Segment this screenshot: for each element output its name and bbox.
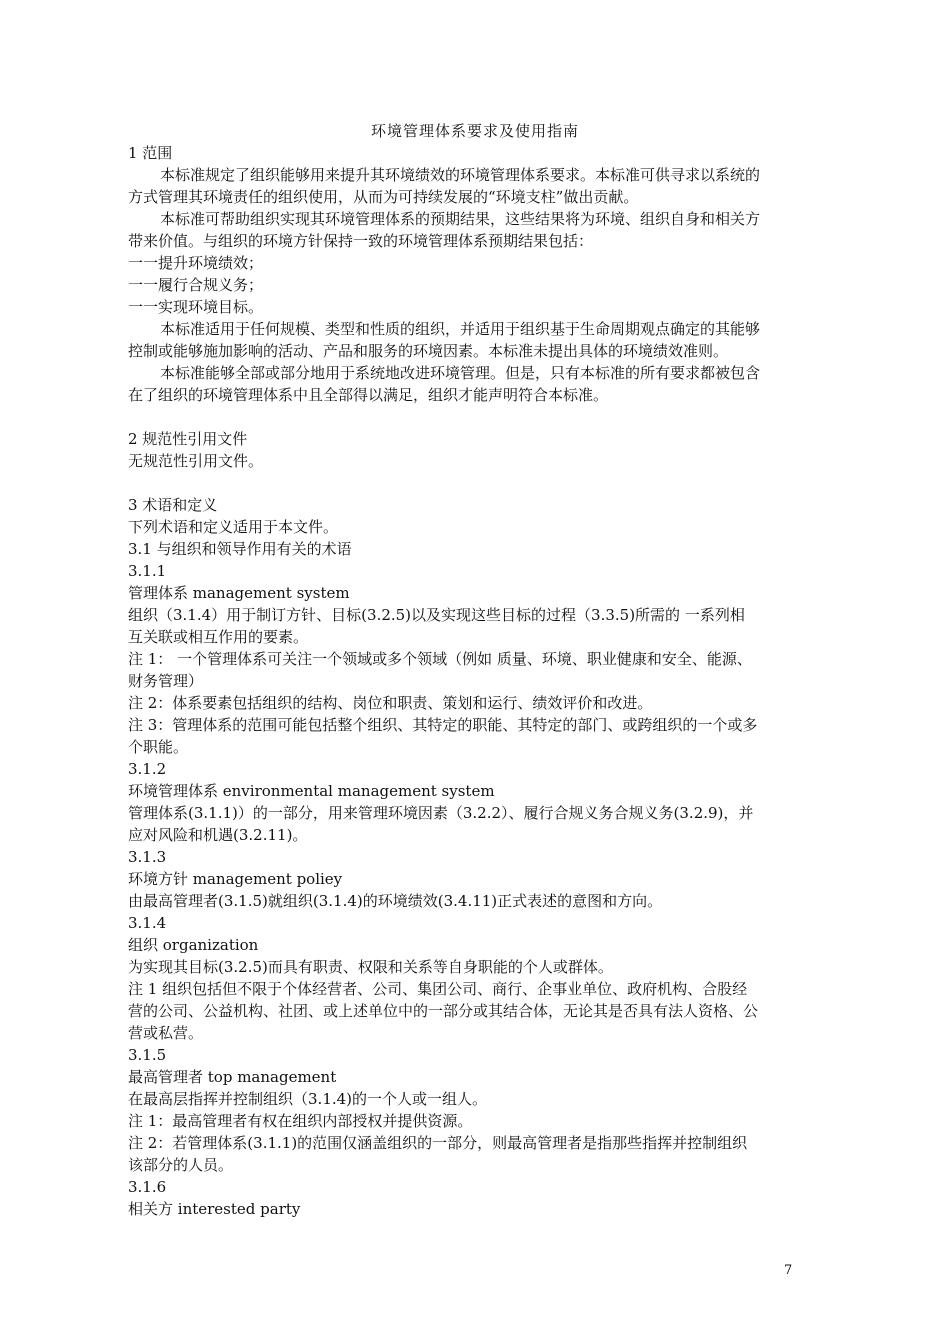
section-heading-scope: 1 范围	[128, 144, 173, 162]
document-title: 环境管理体系要求及使用指南	[370, 122, 579, 140]
document-body	[128, 142, 828, 1220]
term-number: 3.1.4	[128, 914, 167, 932]
note-line: 营或私营。	[128, 1024, 204, 1042]
term-name: 管理体系 management system	[128, 584, 350, 602]
section-heading-normative-references: 2 规范性引用文件	[128, 430, 248, 448]
paragraph-line: 下列术语和定义适用于本文件。	[128, 518, 339, 536]
term-number: 3.1.5	[128, 1046, 167, 1064]
term-name: 最高管理者 top management	[128, 1068, 337, 1086]
section-heading-terms: 3 术语和定义	[128, 496, 218, 514]
paragraph-line: 本标准规定了组织能够用来提升其环境绩效的环境管理体系要求。本标准可供寻求以系统的	[160, 166, 761, 184]
subsection-heading: 3.1 与组织和领导作用有关的术语	[128, 540, 352, 558]
list-item: 一一履行合规义务；	[128, 276, 264, 294]
term-number: 3.1.6	[128, 1178, 167, 1196]
blank-line	[128, 472, 828, 494]
note-line: 注 1： 一个管理体系可关注一个领域或多个领域（例如 质量、环境、职业健康和安全、能源、	[128, 650, 752, 668]
term-number: 3.1.1	[128, 562, 167, 580]
paragraph-line: 方式管理其环境责任的组织使用，从而为可持续发展的“环境支柱”做出贡献。	[128, 188, 639, 206]
note-line: 注 1：最高管理者有权在组织内部授权并提供资源。	[128, 1112, 473, 1130]
term-name: 组织 organization	[128, 936, 259, 954]
note-line: 注 1 组织包括但不限于个体经营者、公司、集团公司、商行、企事业单位、政府机构、合股经	[128, 980, 748, 998]
paragraph-line: 在了组织的环境管理体系中且全部得以满足，组织才能声明符合本标准。	[128, 386, 609, 404]
note-line: 个职能。	[128, 738, 189, 756]
term-number: 3.1.2	[128, 760, 167, 778]
definition-line: 互关联或相互作用的要素。	[128, 628, 309, 646]
paragraph-line: 控制或能够施加影响的活动、产品和服务的环境因素。本标准未提出具体的环境绩效准则。	[128, 342, 729, 360]
term-name: 环境方针 management poliey	[128, 870, 343, 888]
note-line: 财务管理）	[128, 672, 204, 690]
term-name: 相关方 interested party	[128, 1200, 301, 1218]
definition-line: 组织（3.1.4）用于制订方针、目标(3.2.5)以及实现这些目标的过程（3.3.5)所需的 一系列相	[128, 606, 745, 624]
note-line: 营的公司、公益机构、社团、或上述单位中的一部分或其结合体，无论其是否具有法人资格、公	[128, 1002, 759, 1020]
paragraph-line: 本标准适用于任何规模、类型和性质的组织，并适用于组织基于生命周期观点确定的其能够	[160, 320, 761, 338]
definition-line: 应对风险和机遇(3.2.11)。	[128, 826, 308, 844]
list-item: 一一实现环境目标。	[128, 298, 264, 316]
note-line: 注 2：体系要素包括组织的结构、岗位和职责、策划和运行、绩效评价和改进。	[128, 694, 653, 712]
note-line: 该部分的人员。	[128, 1156, 234, 1174]
definition-line: 管理体系(3.1.1)）的一部分，用来管理环境因素（3.2.2）、履行合规义务合规义务(3.2.9)，并	[128, 804, 754, 822]
definition-line: 为实现其目标(3.2.5)而具有职责、权限和关系等自身职能的个人或群体。	[128, 958, 613, 976]
paragraph-line: 本标准能够全部或部分地用于系统地改进环境管理。但是，只有本标准的所有要求都被包含	[160, 364, 761, 382]
page-number: 7	[784, 1263, 793, 1278]
term-number: 3.1.3	[128, 848, 167, 866]
paragraph-line: 带来价值。与组织的环境方针保持一致的环境管理体系预期结果包括：	[128, 232, 594, 250]
list-item: 一一提升环境绩效；	[128, 254, 264, 272]
blank-line	[128, 406, 828, 428]
note-line: 注 3：管理体系的范围可能包括整个组织、其特定的职能、其特定的部门、或跨组织的一个或多	[128, 716, 758, 734]
definition-line: 由最高管理者(3.1.5)就组织(3.1.4)的环境绩效(3.4.11)正式表述的意图和方向。	[128, 892, 663, 910]
note-line: 注 2：若管理体系(3.1.1)的范围仅涵盖组织的一部分，则最高管理者是指那些指挥并控制组织	[128, 1134, 748, 1152]
paragraph-line: 本标准可帮助组织实现其环境管理体系的预期结果，这些结果将为环境、组织自身和相关方	[160, 210, 761, 228]
paragraph-line: 无规范性引用文件。	[128, 452, 264, 470]
term-name: 环境管理体系 environmental management system	[128, 782, 495, 800]
definition-line: 在最高层指挥并控制组织（3.1.4)的一个人或一组人。	[128, 1090, 488, 1108]
